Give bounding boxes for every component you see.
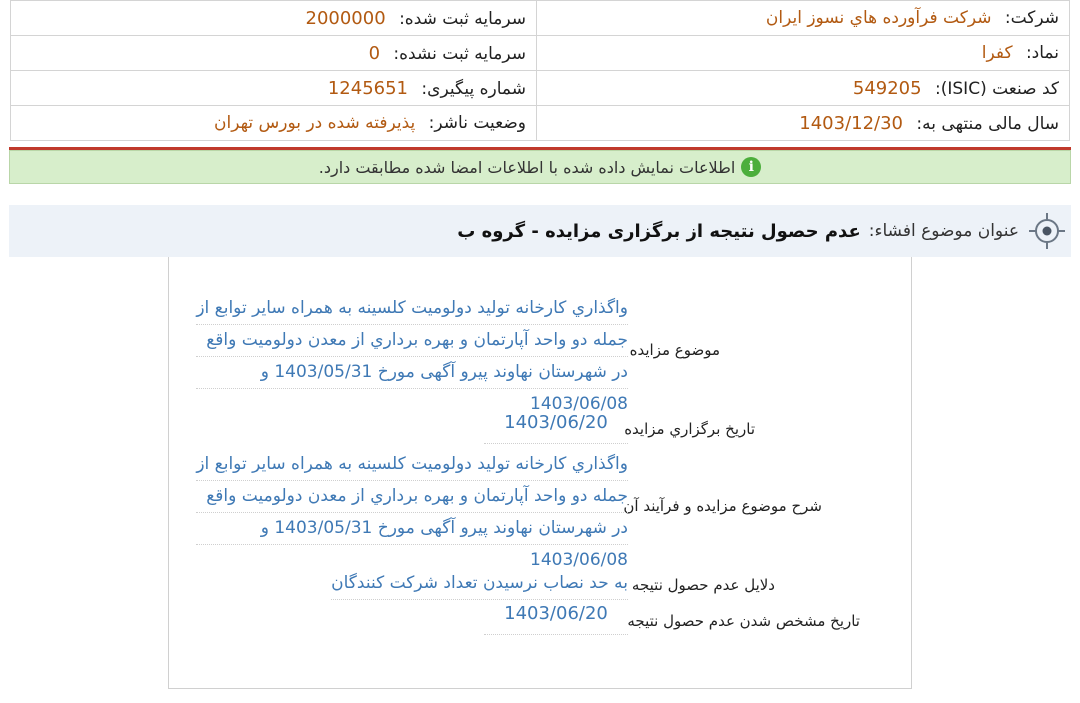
- auction-subject-label: موضوع مزایده: [629, 341, 720, 359]
- fiscal-year-cell: [537, 106, 1070, 141]
- publisher-status-label: وضعیت ناشر:: [428, 113, 526, 133]
- isic-cell: [537, 71, 1070, 106]
- determination-date-label: تاریخ مشخص شدن عدم حصول نتیجه: [627, 612, 860, 630]
- description-line: 1403/06/08: [530, 550, 628, 570]
- company-cell: [537, 1, 1070, 36]
- description-line: واگذاري كارخانه توليد دولوميت كلسينه به همراه ساير توابع از: [196, 449, 628, 481]
- auction-subject-value: [196, 293, 628, 420]
- subject-label: عنوان موضوع افشاء:: [868, 221, 1019, 241]
- auction-date-value: 1403/06/20: [484, 412, 628, 444]
- company-label: شرکت:: [1004, 8, 1059, 28]
- target-icon: [1029, 213, 1065, 249]
- reasons-line: به حد نصاب نرسیدن تعداد شرکت کنندگان: [331, 568, 628, 600]
- description-line: در شهرستان نهاوند پیرو آگهی مورخ 1403/05/31 و: [196, 513, 628, 545]
- symbol-label: نماد:: [1025, 43, 1059, 63]
- notice-text: اطلاعات نمایش داده شده با اطلاعات امضا شده مطابقت دارد.: [318, 157, 736, 177]
- disclosure-subject-bar: [9, 205, 1071, 257]
- subject-title: عدم حصول نتیجه از برگزاری مزایده - گروه ب: [457, 220, 861, 242]
- auction-subject-line: در شهرستان نهاوند پیرو آگهی مورخ 1403/05/31 و: [196, 357, 628, 389]
- publisher-status-cell: [11, 106, 537, 141]
- tracking-label: شماره پیگیری:: [421, 78, 526, 99]
- company-info-table: [10, 0, 1070, 141]
- isic-label: کد صنعت (ISIC):: [935, 78, 1059, 99]
- isic-value: 549205: [852, 77, 922, 99]
- unregistered-capital-cell: [11, 36, 537, 71]
- symbol-value: کفرا: [981, 43, 1013, 63]
- symbol-cell: [537, 36, 1070, 71]
- info-row: [11, 71, 1070, 106]
- fiscal-year-value: 1403/12/30: [799, 112, 904, 134]
- tracking-value: 1245651: [327, 77, 409, 99]
- auction-subject-line: واگذاري كارخانه توليد دولوميت كلسينه به همراه ساير توابع از: [196, 293, 628, 325]
- info-row: [11, 36, 1070, 71]
- auction-subject-line: 1403/06/08: [530, 394, 628, 414]
- info-row: [11, 1, 1070, 36]
- info-row: [11, 106, 1070, 141]
- description-line: جمله دو واحد آپارتمان و بهره برداري از معدن دولوميت واقع: [196, 481, 628, 513]
- registered-capital-label: سرمایه ثبت شده:: [399, 8, 526, 29]
- determination-date-value: 1403/06/20: [484, 603, 628, 635]
- unregistered-capital-value: 0: [368, 42, 381, 64]
- auction-subject-line: جمله دو واحد آپارتمان و بهره برداري از معدن دولوميت واقع: [196, 325, 628, 357]
- fiscal-year-label: سال مالی منتهی به:: [916, 113, 1059, 134]
- registered-capital-value: 2000000: [305, 7, 386, 29]
- registered-capital-cell: [11, 1, 537, 36]
- publisher-status-value: پذیرفته شده در بورس تهران: [214, 113, 416, 133]
- reasons-label: دلایل عدم حصول نتیجه: [631, 576, 775, 594]
- tracking-cell: [11, 71, 537, 106]
- unregistered-capital-label: سرمایه ثبت نشده:: [393, 43, 526, 64]
- description-label: شرح موضوع مزایده و فرآیند آن: [623, 497, 822, 515]
- company-value: شركت فرآورده هاي نسوز ايران: [765, 8, 992, 28]
- reasons-value: [331, 568, 628, 600]
- verification-notice: [9, 150, 1071, 184]
- auction-date-label: تاريخ برگزاري مزايده: [624, 420, 755, 438]
- info-icon: i: [741, 157, 761, 177]
- description-value: [196, 449, 628, 576]
